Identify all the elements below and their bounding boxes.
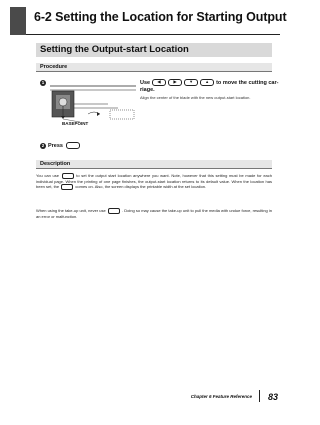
- step-2-number-icon: 2: [41, 143, 45, 148]
- procedure-heading: Procedure: [40, 64, 68, 70]
- right-arrow-key-icon: ▶: [168, 79, 182, 86]
- up-arrow-key-icon: ▲: [200, 79, 214, 86]
- step-1-action-text: to move the cutting car-: [216, 79, 279, 86]
- press-label: Press: [48, 142, 63, 149]
- footer-chapter-reference: Chapter 6 Feature Reference: [190, 394, 252, 399]
- footer-separator: [259, 390, 260, 402]
- left-arrow-key-icon: ◀: [152, 79, 166, 86]
- procedure-heading-bar: [36, 63, 272, 72]
- step-2-instruction: [48, 142, 80, 149]
- step-1-number-icon: 1: [41, 80, 45, 85]
- basepoint-label: BASEPOINT: [62, 121, 89, 126]
- page-number: 83: [267, 392, 278, 402]
- section-title: Setting the Output-start Location: [40, 44, 189, 55]
- chapter-title: 6-2 Setting the Location for Starting Output: [34, 10, 287, 24]
- step-1-action-text-cont: riage.: [140, 87, 155, 93]
- down-arrow-key-icon: ▼: [184, 79, 198, 86]
- step-1-note: Align the center of the blade with the new output-start location.: [140, 95, 251, 100]
- description-paragraph-2: When using the take-up unit, never use . Doing so may cause the take-up unit to pull the media with undue force, resulting in an error or malfunction.: [36, 208, 272, 219]
- description-heading: Description: [40, 161, 71, 167]
- step-1-instruction: [140, 79, 278, 86]
- origin-led-icon: [61, 184, 73, 190]
- description-heading-bar: [36, 160, 272, 169]
- description-paragraph-1: You can use to set the output start location anywhere you want. Note, however that this setting must be made for each individual page. When the printing of one page finishes, the output-start location returns to its default value. When the location has been set, the comes on. Also, the screen displays the printable width at the set location.: [36, 173, 272, 190]
- origin-key-icon: [66, 142, 80, 149]
- chapter-header: [10, 7, 287, 35]
- down-arrow-key-icon: [108, 208, 120, 214]
- chapter-rule: [26, 34, 280, 35]
- section-title-bar: [36, 43, 272, 57]
- chapter-marker-block: [10, 7, 26, 35]
- use-label: Use: [140, 79, 151, 86]
